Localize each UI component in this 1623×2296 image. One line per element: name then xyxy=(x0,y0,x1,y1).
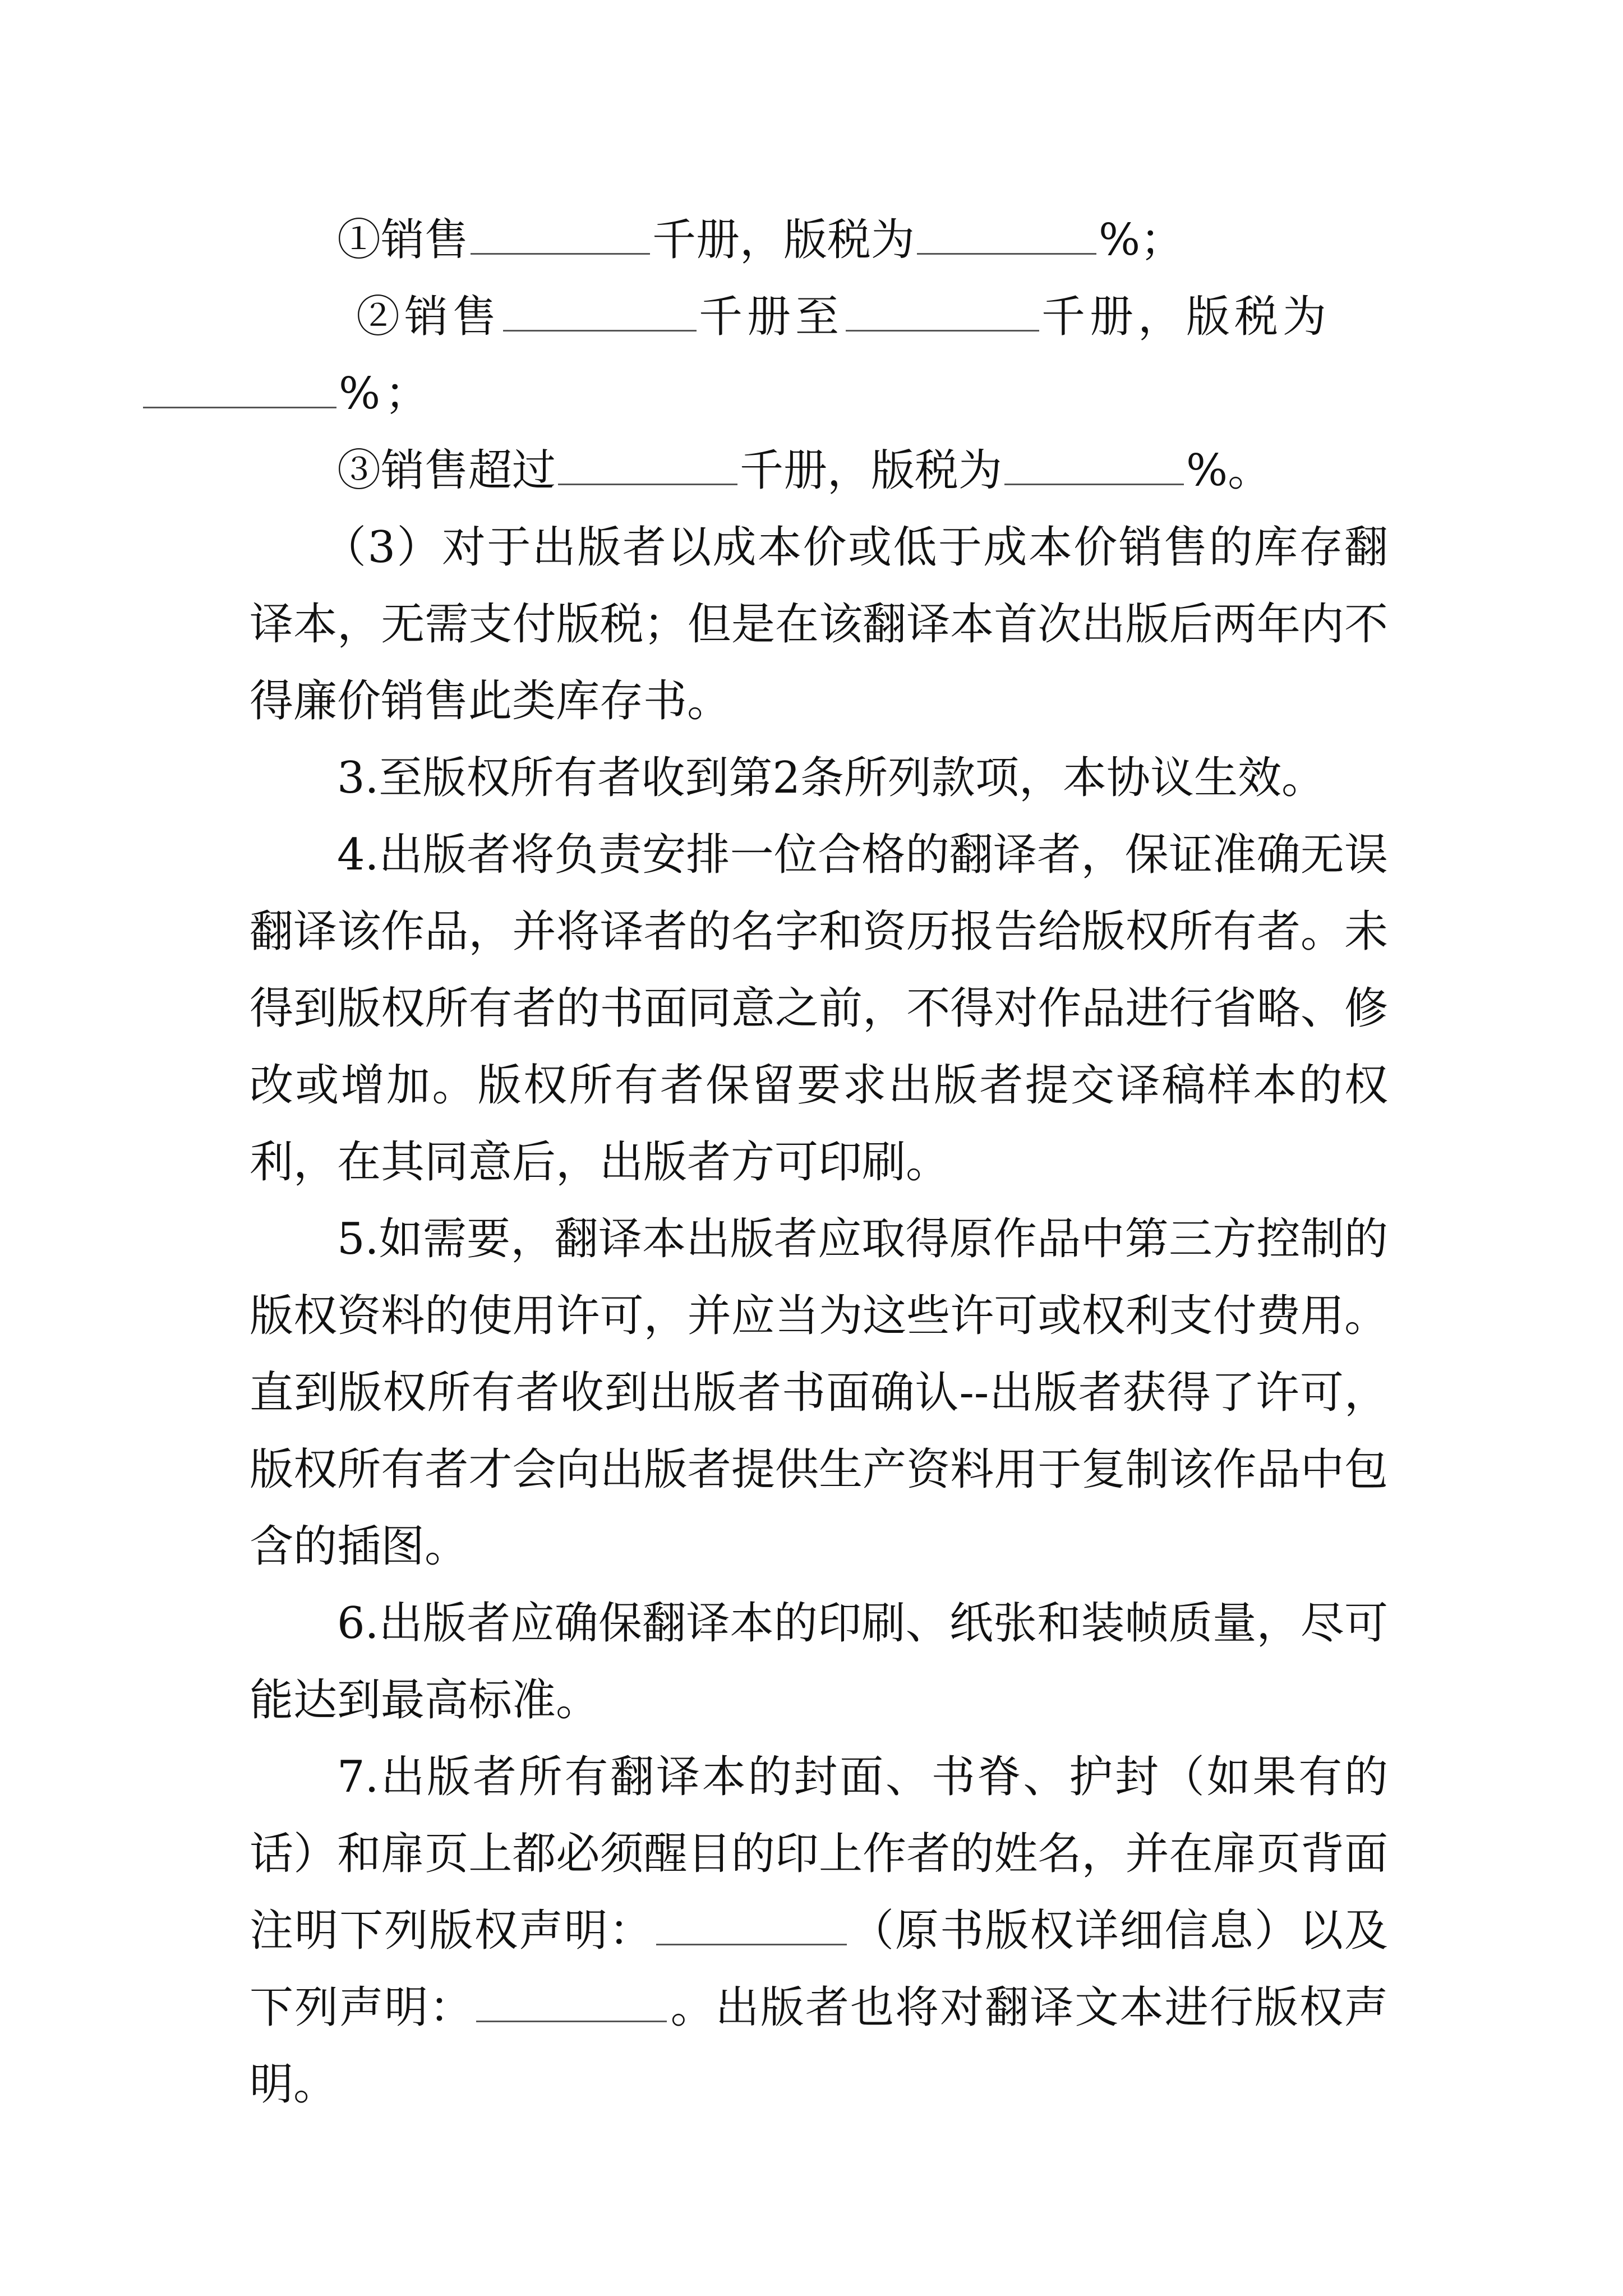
royalty-tier-2: ②销售 千册至 千册，版税为 %； xyxy=(250,279,1388,432)
blank-field[interactable] xyxy=(471,214,650,255)
blank-field[interactable] xyxy=(1004,444,1184,485)
clause-6: 6.出版者应确保翻译本的印刷、纸张和装帧质量，尽可能达到最高标准。 xyxy=(250,1598,1388,1726)
royalty-tier-1: ①销售 千册，版税为 %； xyxy=(337,215,1184,265)
blank-field[interactable] xyxy=(503,291,697,332)
clause-7: 7.出版者所有翻译本的封面、书脊、护封（如果有的话）和扉页上都必须醒目的印上作者的姓名，并在扉页背面注明下列版权声明： （原书版权详细信息）以及下列声明： 。出版者也将对翻译文本进行版权声明。 xyxy=(250,1752,1388,2110)
blank-field[interactable] xyxy=(558,444,737,485)
clause-3: 3.至版权所有者收到第2条所列款项，本协议生效。 xyxy=(337,753,1326,803)
clause-2-3: （3）对于出版者以成本价或低于成本价销售的库存翻译本，无需支付版税；但是在该翻译本首次出版后两年内不得廉价销售此类库存书。 xyxy=(250,522,1388,726)
blank-field[interactable] xyxy=(917,214,1096,255)
blank-field[interactable] xyxy=(846,291,1039,332)
clause-4: 4.出版者将负责安排一位合格的翻译者，保证准确无误翻译该作品，并将译者的名字和资历报告给版权所有者。未得到版权所有者的书面同意之前，不得对作品进行省略、修改或增加。版权所有者保留要求出版者提交译稿样本的权利，在其同意后，出版者方可印刷。 xyxy=(250,830,1388,1188)
royalty-tier-3: ③销售超过 千册，版税为 %。 xyxy=(337,445,1272,496)
blank-field[interactable] xyxy=(656,1904,847,1945)
clause-5: 5.如需要，翻译本出版者应取得原作品中第三方控制的版权资料的使用许可，并应当为这些许可或权利支付费用。直到版权所有者收到出版者书面确认--出版者获得了许可，版权所有者才会向出版者提供生产资料用于复制该作品中包含的插图。 xyxy=(250,1214,1388,1572)
document-page xyxy=(250,202,1388,2123)
blank-field[interactable] xyxy=(476,1981,667,2022)
blank-field[interactable] xyxy=(143,367,336,408)
